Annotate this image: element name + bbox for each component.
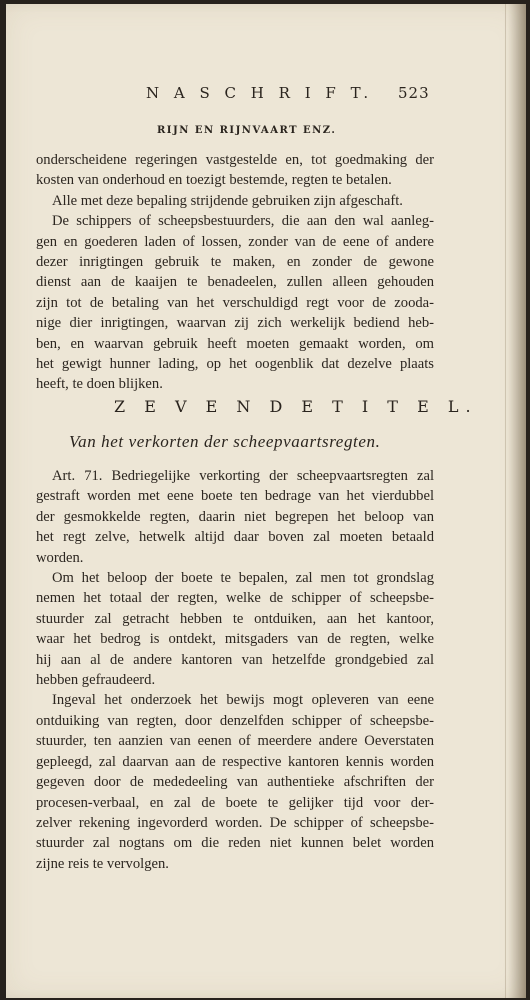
text-line: gegeven door de mededeeling van authentieke afschriften der — [36, 774, 434, 791]
text-line: zijne reis te vervolgen. — [36, 855, 169, 872]
text-line: onderscheidene regeringen vastgestelde en, tot goedmaking der — [36, 152, 434, 168]
text-line: Art. 71. Bedriegelijke verkorting der scheepvaartsregten zal — [52, 468, 434, 484]
text-line: dezer inrigtingen gebruik te maken, en zonder de gewone — [36, 254, 434, 271]
text-line: Alle met deze bepaling strijdende gebruiken zijn afgeschaft. — [52, 192, 403, 209]
text-line: procesen-verbaal, en zal de boete te gelijker tijd voor der- — [36, 794, 434, 811]
page-header-title: N A S C H R I F T. — [146, 84, 374, 102]
text-line: hij aan al de andere kantoren van hetzelfde grondgebied zal — [36, 651, 434, 668]
text-line: gen en goederen laden of lossen, zonder van de eene of andere — [36, 233, 434, 250]
section-title: Z E V E N D E T I T E L. — [114, 397, 478, 416]
text-line: zijn tot de betaling van het verschuldigd regt voor de zooda- — [36, 294, 434, 311]
book-page — [6, 4, 526, 998]
text-line: het gewigt hunner lading, op het oogenblik dat dezelve plaats — [36, 356, 434, 373]
text-line: nemen het totaal der regten, welke de schipper of scheepsbe- — [36, 590, 434, 607]
text-line: het regt zelve, hetwelk altijd daar boven zal moeten betaald — [36, 529, 434, 546]
text-line: Om het beloop der boete te bepalen, zal men tot grondslag — [52, 570, 434, 587]
page-edge — [505, 4, 506, 998]
text-line: stuurder zal getracht hebben te ontduiken, aan het kantoor, — [36, 610, 434, 627]
text-line: gepleegd, zal daarvan aan de respective kantoren kennis worden — [36, 753, 434, 770]
text-line: kosten van onderhoud en toezigt bestemde, regten te betalen. — [36, 172, 392, 189]
text-block-bottom — [36, 466, 434, 874]
text-line: waar het bedrog is ontdekt, mitsgaders van de regten, welke — [36, 631, 434, 648]
page-gutter-shadow — [508, 4, 526, 998]
text-line: stuurder, ten aanzien van eenen of meerdere andere Oeverstaten — [36, 733, 434, 750]
text-line: dienst aan de kaaijen te benadeelen, zullen alleen gehouden — [36, 274, 434, 291]
text-line: stuurder zal nogtans om die reden niet kunnen belet worden — [36, 835, 434, 852]
text-line: worden. — [36, 549, 84, 566]
text-block-top — [36, 150, 434, 395]
text-line: hebben gefraudeerd. — [36, 672, 156, 689]
text-line: gestraft worden met eene boete ten bedrage van het vierdubbel — [36, 488, 434, 505]
running-head: RIJN EN RIJNVAART ENZ. — [157, 125, 337, 136]
text-line: zelver rekening ingevorderd worden. De schipper of scheepsbe- — [36, 814, 434, 831]
text-line: der gesmokkelde regten, daarin niet begrepen het beloop van — [36, 508, 434, 525]
text-line: ontduiking van regten, door denzelfden schipper of scheepsbe- — [36, 712, 434, 729]
page-number: 523 — [398, 84, 430, 102]
text-line: Ingeval het onderzoek het bewijs mogt opleveren van eene — [52, 692, 434, 709]
section-subtitle: Van het verkorten der scheepvaartsregten. — [69, 432, 381, 451]
text-line: nige dier inrigtingen, waarvan zij zich werkelijk bediend heb- — [36, 315, 434, 332]
text-line: heeft, te doen blijken. — [36, 376, 163, 393]
text-line: ben, en waarvan gebruik heeft moeten gemaakt worden, om — [36, 335, 434, 352]
text-line: De schippers of scheepsbestuurders, die aan den wal aanleg- — [52, 213, 434, 230]
